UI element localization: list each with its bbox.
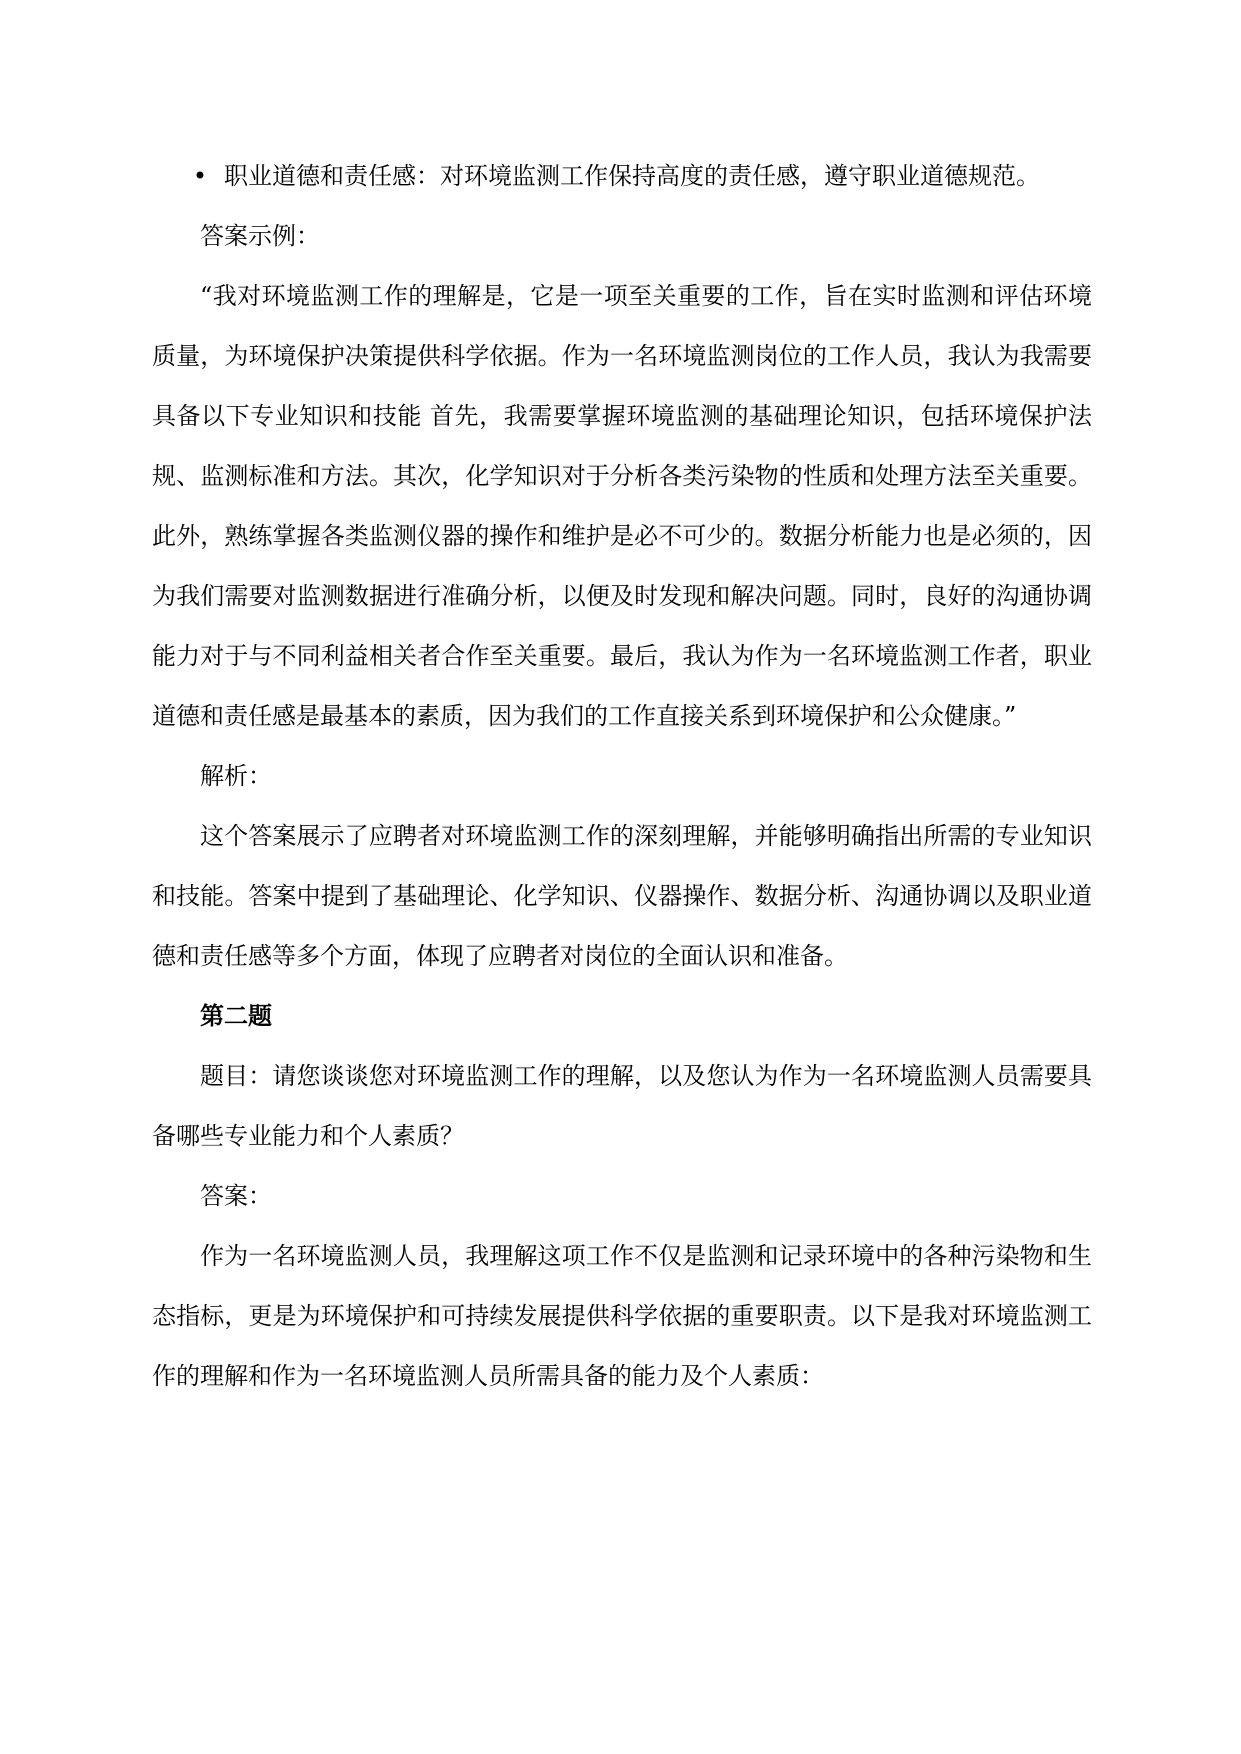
bullet-icon: • <box>192 162 208 190</box>
answer-label: 答案： <box>200 1182 272 1210</box>
section-title: 第二题 <box>200 1001 272 1030</box>
bullet-text: 职业道德和责任感：对环境监测工作保持高度的责任感，遵守职业道德规范。 <box>224 162 1040 190</box>
question-paragraph: 题目：请您谈谈您对环境监测工作的理解，以及您认为作为一名环境监测人员需要具备哪些专业能力和个人素质？ <box>152 1062 1092 1150</box>
analysis-paragraph: 这个答案展示了应聘者对环境监测工作的深刻理解，并能够明确指出所需的专业知识和技能。答案中提到了基础理论、化学知识、仪器操作、数据分析、沟通协调以及职业道德和责任感等多个方面，体现了应聘者对岗位的全面认识和准备。 <box>152 822 1092 970</box>
analysis-label: 解析： <box>200 762 272 790</box>
document-body <box>152 146 1092 1406</box>
answer-paragraph: 作为一名环境监测人员，我理解这项工作不仅是监测和记录环境中的各种污染物和生态指标，更是为环境保护和可持续发展提供科学依据的重要职责。以下是我对环境监测工作的理解和作为一名环境监测人员所需具备的能力及个人素质： <box>152 1242 1092 1390</box>
bullet-item-ethics <box>152 146 1092 206</box>
answer-example-label: 答案示例： <box>200 222 320 250</box>
answer-example-paragraph: “我对环境监测工作的理解是，它是一项至关重要的工作，旨在实时监测和评估环境质量，为环境保护决策提供科学依据。作为一名环境监测岗位的工作人员，我认为我需要具备以下专业知识和技能 首先，我需要掌握环境监测的基础理论知识，包括环境保护法规、监测标准和方法。其次，化学知识对于分析各类污染物的性质和处理方法至关重要。此外，熟练掌握各类监测仪器的操作和维护是必不可少的。数据分析能力也是必须的，因为我们需要对监测数据进行准确分析，以便及时发现和解决问题。同时，良好的沟通协调能力对于与不同利益相关者合作至关重要。最后，我认为作为一名环境监测工作者，职业道德和责任感是最基本的素质，因为我们的工作直接关系到环境保护和公众健康。” <box>152 282 1092 730</box>
